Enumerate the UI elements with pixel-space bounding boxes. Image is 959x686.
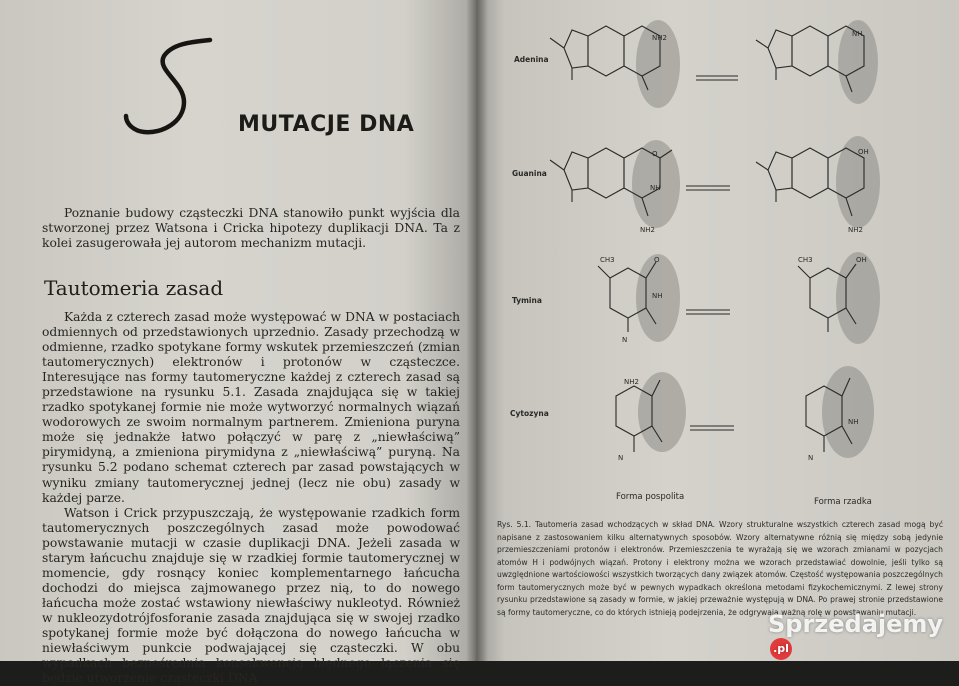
label-adenina: Adenina: [514, 55, 549, 64]
caption-label: Rys. 5.1.: [497, 520, 532, 529]
figure-caption: [497, 519, 943, 619]
chapter-number-5: [118, 30, 228, 140]
intro-paragraph: Poznanie budowy cząsteczki DNA stanowiło punkt wyjścia dla stworzonej przez Watsona i Cricka hipotezy duplikacji DNA. Ta z kolei zasugerowała jej autorom mechanizm mutacji.: [42, 206, 460, 250]
body-paragraph-2: Watson i Crick przypuszczają, że występowanie rzadkich form tautomerycznych poszczególnych zasad może powodować powstawanie mutacji w czasie duplikacji DNA. Jeżeli zasada w starym łańcuchu znajduje się w rzadkiej formie tautomerycznej w momencie, gdy rosnący koniec komplementarnego łańcucha dochodzi do miejsca zajmowanego przez nią, to do nowego łańcucha może zostać wstawiony niewłaściwy nukleotyd. Również w nukleozydotrójfosforanie zasada znajdująca się w swojej rzadko spotykanej formie może być dołączona do nowego łańcucha w niewłaściwym punkcie podwajającej się cząsteczki. W obu wypadkach bezpośrednią konsekwencją błędnego łączenia się będzie utworzenie cząsteczki DNA: [42, 505, 460, 686]
thymine-common-structure: [598, 254, 680, 342]
atom-thymine-rare-ch3: CH3: [798, 256, 813, 264]
watermark-text: Sprzedajemy: [768, 610, 944, 638]
atom-adenine-nh2: NH2: [652, 34, 667, 42]
atom-cytosine-n: N: [618, 454, 624, 462]
atom-thymine-rare-oh: OH: [856, 256, 867, 264]
atom-guanine-rare-oh: OH: [858, 148, 869, 156]
section-title: Tautomeria zasad: [44, 276, 224, 300]
atom-thymine-ch3: CH3: [600, 256, 615, 264]
atom-guanine-nh2: NH2: [640, 226, 655, 234]
atom-guanine-nh: NH: [650, 184, 661, 192]
chapter-title: MUTACJE DNA: [238, 112, 415, 137]
label-guanina: Guanina: [512, 169, 547, 178]
adenine-equilibrium-arrow: [696, 76, 738, 80]
label-form-common: Forma pospolita: [616, 492, 685, 502]
caption-text: Tautomeria zasad wchodzących w skład DNA. Wzory strukturalne wszystkich czterech zasad mogą być napisane z zastosowaniem kilku alternatywnych sposobów. Wzory alternatywne różnią się między sobą jedynie przemieszczeniami protonów i elektronów. Przemieszczenia te wyrażają się we wzorach zmianami w pozycjach atomów H i podwójnych wiązań. Protony i elektrony można we wzorach przedstawiać dowolnie, jeśli tylko są uwzględnione wartościowości wszystkich tworzących dany związek atomów. Częstość występowania poszczególnych form tautomerycznych może być w pewnych wypadkach określona metodami fizykochemicznymi. Z lewej strony rysunku przedstawione są zasady w formie, w jakiej przeważnie występują w DNA. Po prawej stronie przedstawione są formy tautomeryczne, co do których istnieją podejrzenia, że odgrywają ważną rolę w powstawaniu mutacji.: [497, 520, 943, 617]
thymine-equilibrium-arrow: [686, 310, 730, 314]
atom-thymine-n: N: [622, 336, 628, 344]
watermark-logo: [768, 610, 959, 666]
atom-thymine-o: O: [654, 256, 660, 264]
thymine-rare-structure: [798, 252, 880, 344]
label-form-rare: Forma rzadka: [814, 497, 872, 507]
atom-cytosine-rare-nh: NH: [848, 418, 859, 426]
atom-thymine-nh: NH: [652, 292, 663, 300]
cytosine-rare-structure: [806, 366, 874, 458]
label-tymina: Tymina: [512, 296, 542, 305]
body-paragraph-1: Każda z czterech zasad może występować w DNA w postaciach odmiennych od przedstawionych uprzednio. Zasady przechodzą w odmienne, rzadko spotykane formy wskutek przemieszczeń (zmian tautomerycznych) elektronów i protonów w cząsteczce. Interesujące nas formy tautomeryczne każdej z czterech zasad są przedstawione na rysunku 5.1. Zasada znajdująca się w takiej rzadko spotykanej formie nie może wytworzyć normalnych wiązań wodorowych ze swoim normalnym partnerem. Zmieniona puryna może się jednakże łatwo połączyć w parę z „niewłaściwą” pirymidyną, a zmieniona pirymidyna z „niewłaściwą” puryną. Na rysunku 5.2 podano schemat czterech par zasad powstających w wyniku zmiany tautomerycznej jednej (lecz nie obu) zasady w każdej parze.: [42, 310, 460, 505]
atom-cytosine-nh2: NH2: [624, 378, 639, 386]
guanine-equilibrium-arrow: [686, 186, 730, 190]
left-page: [0, 0, 476, 686]
tautomer-structures: [476, 0, 959, 515]
body-text: [42, 310, 460, 686]
guanine-common-structure: [550, 140, 680, 228]
atom-cytosine-rare-n: N: [808, 454, 814, 462]
atom-guanine-rare-nh2: NH2: [848, 226, 863, 234]
label-cytozyna: Cytozyna: [510, 409, 549, 418]
atom-guanine-o: O: [652, 150, 658, 158]
atom-adenine-rare-nh: NH: [852, 30, 863, 38]
watermark-dot: .pl: [770, 638, 792, 660]
cytosine-equilibrium-arrow: [690, 426, 734, 430]
